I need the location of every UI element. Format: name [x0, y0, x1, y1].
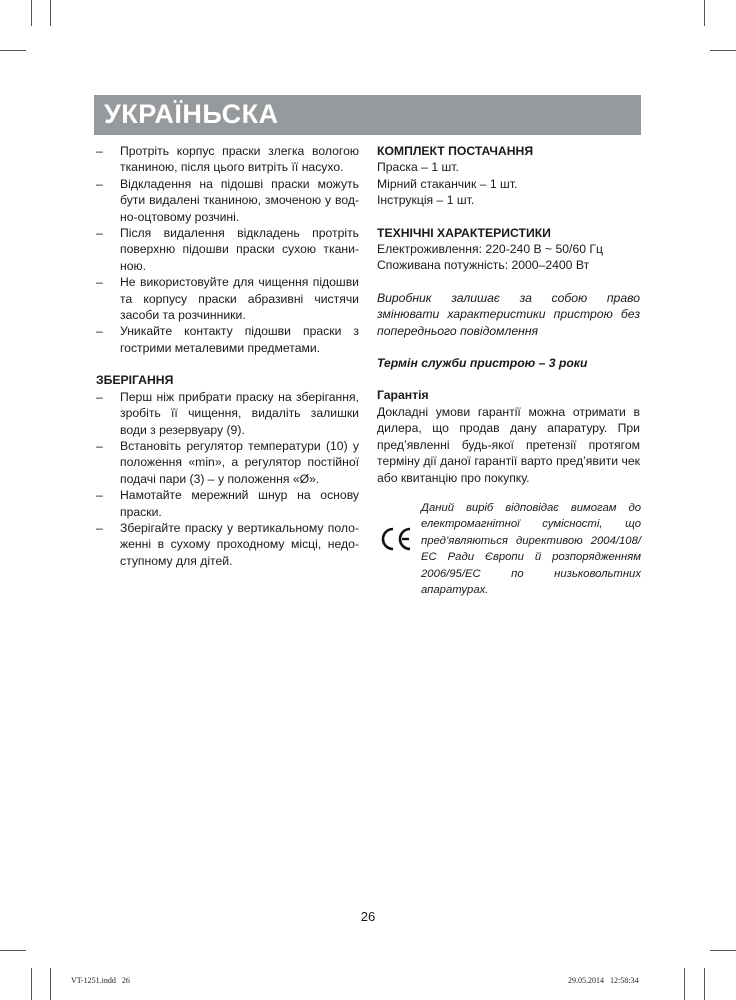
- kit-heading: КОМПЛЕКТ ПОСТАЧАННЯ: [377, 144, 534, 158]
- spec-line: Електроживлення: 220-240 В ~ 50/60 Гц: [377, 242, 603, 257]
- list-item: – Не використовуйте для чищення підошви та корпусу праски абразивні чистячи засоби та розчинники.: [96, 274, 359, 323]
- manufacturer-note: Виробник залишає за собою право змінювати характеристики пристрою без попереднього повідомлення: [377, 290, 640, 338]
- crop-mark: [50, 0, 51, 26]
- service-life: Термін служби пристрою – 3 роки: [377, 356, 588, 371]
- kit-line: Праска – 1 шт.: [377, 160, 459, 175]
- ce-compliance: [377, 500, 641, 596]
- list-item: – Уникайте контакту підошви праски з гострими металевими предметами.: [96, 323, 359, 356]
- crop-mark: [704, 0, 705, 26]
- list-item: – Протріть корпус праски злегка вологою тканиною, після цього витріть її насухо.: [96, 143, 359, 176]
- storage-list: [96, 389, 359, 569]
- list-item: – Намотайте мережний шнур на основу праски.: [96, 487, 359, 520]
- list-item: – Встановіть регулятор температури (10) у положення «min», а регулятор постійної подачі пари (3) – у положення «Ø».: [96, 438, 359, 487]
- crop-mark: [31, 0, 32, 26]
- spec-line: Споживана потужність: 2000–2400 Вт: [377, 258, 590, 273]
- warranty-heading: Гарантія: [377, 388, 429, 403]
- crop-mark: [684, 968, 685, 1000]
- storage-heading: ЗБЕРІГАННЯ: [96, 373, 174, 388]
- date-slug: 29.05.2014 12:58:34: [568, 976, 639, 985]
- cleaning-list: [96, 143, 359, 356]
- specs-heading: ТЕХНІЧНІ ХАРАКТЕРИСТИКИ: [377, 225, 551, 240]
- left-column: [96, 143, 359, 569]
- crop-mark: [0, 950, 26, 951]
- warranty-text: Докладні умови гарантії можна отримати в дилера, що продав дану апаратуру. При пред’явленні будь-якої претензії протягом терміну дії даної гарантії варто пред’явити чек або квитанцію про покупку.: [377, 404, 640, 485]
- list-item: – Після видалення відкладень протріть поверхню підошви праски сухою тканиною.: [96, 225, 359, 274]
- page-title: УКРАЇНЬСКА: [104, 99, 279, 129]
- crop-mark: [0, 50, 26, 51]
- crop-mark: [710, 950, 736, 951]
- list-item: – Відкладення на підошві праски можуть бути видалені тканиною, змоченою у водно-оцтовому розчині.: [96, 176, 359, 225]
- kit-line: Інструкція – 1 шт.: [377, 193, 475, 208]
- crop-mark: [704, 968, 705, 1000]
- file-slug: VT-1251.indd 26: [71, 976, 130, 985]
- kit-line: Мірний стаканчик – 1 шт.: [377, 176, 518, 191]
- crop-mark: [710, 50, 736, 51]
- ce-mark-label: CE: [379, 525, 381, 527]
- ce-mark-icon: [379, 526, 413, 552]
- page-number: 26: [360, 909, 376, 924]
- crop-mark: [50, 968, 51, 1000]
- crop-mark: [31, 968, 32, 1000]
- language-banner: [94, 95, 641, 135]
- list-item: – Зберігайте праску у вертикальному положенні в сухому проходному місці, недоступному для дітей.: [96, 520, 359, 569]
- right-column: [377, 143, 641, 596]
- ce-text: Даний виріб відповідає вимогам до електромагнітної сумісності, що пред’являються директивою 2004/108/ЕС Ради Європи й розпорядженням 2006/95/ЕС по низьковольтних апаратурах.: [421, 501, 641, 596]
- list-item: – Перш ніж прибрати праску на зберігання, зробіть її чищення, видаліть залишки води з резервуару (9).: [96, 389, 359, 438]
